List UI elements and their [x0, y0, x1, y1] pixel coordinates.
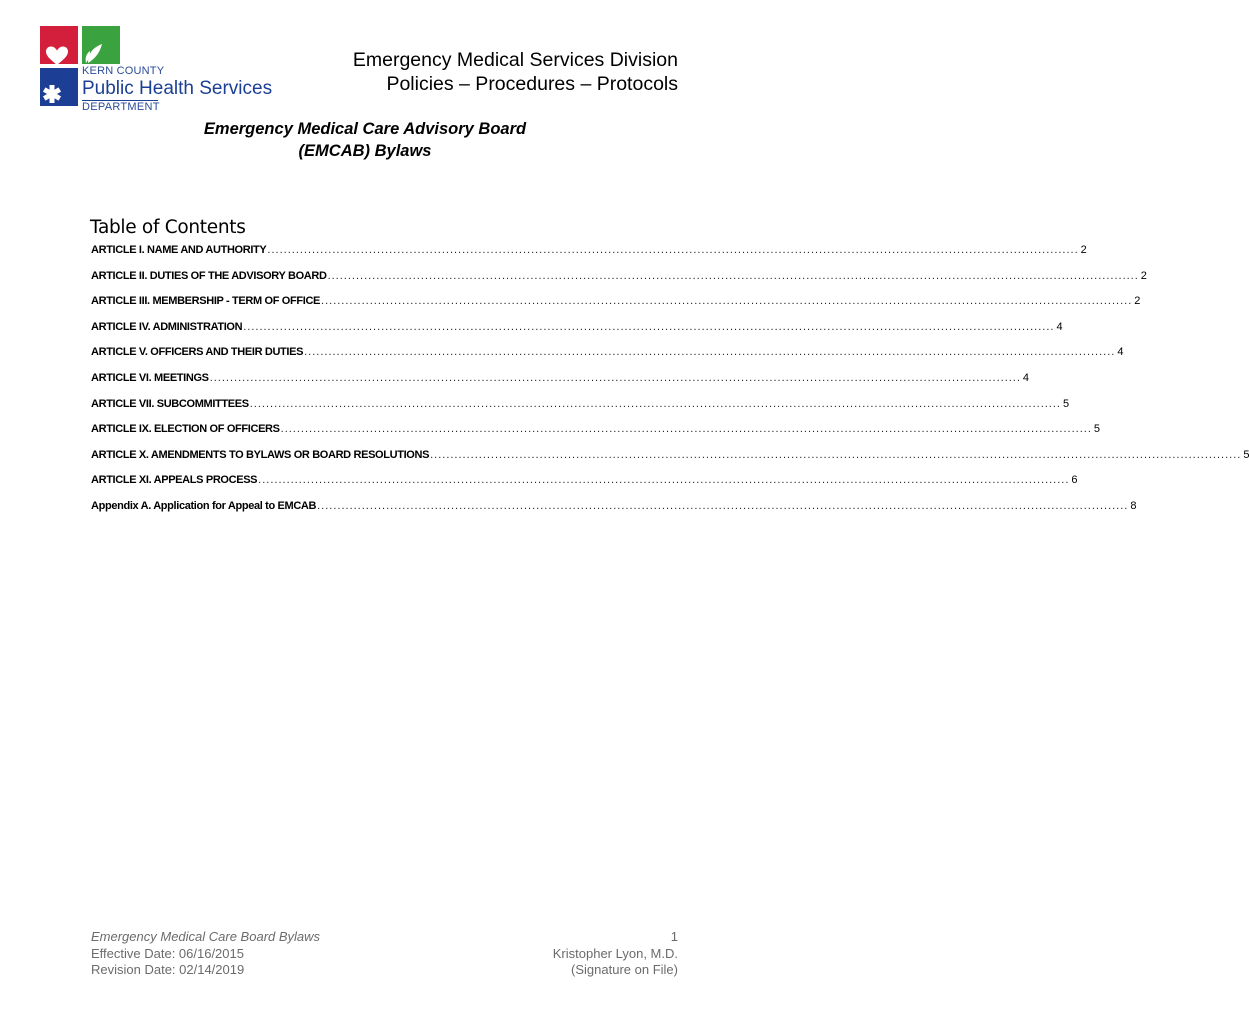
document-title-line1: Emergency Medical Care Advisory Board: [203, 120, 527, 138]
toc-item-label: Appendix A. Application for Appeal to EMCAB: [91, 499, 317, 512]
toc-leader-dots: ........................................................................................................................................................................................................: [317, 499, 1129, 512]
table-of-contents: [91, 244, 1249, 526]
toc-item-page: 2: [1134, 295, 1141, 308]
footer-signer: Kristopher Lyon, M.D.: [552, 945, 678, 961]
toc-item-page: 4: [1056, 320, 1063, 333]
document-title-line2: (EMCAB) Bylaws: [298, 142, 432, 160]
toc-leader-dots: ........................................................................................................................................................................................................: [267, 244, 1079, 256]
toc-item[interactable]: [91, 371, 1030, 398]
toc-item-page: 5: [1243, 448, 1249, 461]
division-name: Emergency Medical Services Division: [352, 49, 678, 71]
toc-leader-dots: ........................................................................................................................................................................................................: [209, 371, 1021, 384]
toc-item[interactable]: [91, 474, 1078, 500]
footer-signature-note: (Signature on File): [571, 962, 678, 977]
toc-item[interactable]: [91, 244, 1087, 270]
footer-effective-date: Effective Date: 06/16/2015: [91, 945, 244, 961]
toc-item-page: 4: [1117, 346, 1124, 359]
toc-item-label: ARTICLE V. OFFICERS AND THEIR DUTIES: [91, 346, 304, 359]
toc-item[interactable]: [91, 346, 1124, 372]
toc-item[interactable]: [91, 423, 1100, 449]
footer-document-name: Emergency Medical Care Board Bylaws: [91, 929, 321, 944]
toc-item-label: ARTICLE VII. SUBCOMMITTEES: [91, 397, 249, 410]
toc-item[interactable]: [91, 320, 1063, 347]
toc-item-label: ARTICLE IV. ADMINISTRATION: [91, 320, 243, 333]
toc-item[interactable]: [91, 499, 1137, 526]
logo-blue-block: [40, 68, 78, 106]
toc-item-page: 4: [1022, 371, 1030, 384]
toc-item-page: 2: [1080, 244, 1087, 256]
logo-green-block: [82, 26, 120, 64]
toc-item-label: ARTICLE II. DUTIES OF THE ADVISORY BOARD: [91, 269, 327, 282]
toc-item[interactable]: [91, 397, 1070, 424]
toc-item-page: 2: [1140, 269, 1147, 282]
leaf-icon: [84, 42, 104, 64]
toc-leader-dots: ........................................................................................................................................................................................................: [280, 423, 1092, 436]
logo-public-health-services: Public Health Services: [82, 78, 273, 99]
toc-leader-dots: ........................................................................................................................................................................................................: [258, 474, 1070, 487]
logo-text: [82, 66, 272, 113]
toc-item-label: ARTICLE VI. MEETINGS: [91, 371, 209, 384]
heart-icon: [46, 46, 68, 66]
toc-item-label: ARTICLE III. MEMBERSHIP - TERM OF OFFICE: [91, 295, 321, 308]
toc-leader-dots: ........................................................................................................................................................................................................: [243, 320, 1055, 333]
toc-item[interactable]: [91, 448, 1249, 475]
kern-county-logo: [40, 26, 273, 116]
toc-heading: Table of Contents: [90, 217, 246, 238]
toc-item[interactable]: [91, 269, 1147, 296]
footer-page-number: 1: [670, 929, 678, 944]
logo-red-block: [40, 26, 78, 64]
toc-leader-dots: ........................................................................................................................................................................................................: [430, 448, 1242, 461]
footer-left: [91, 929, 320, 979]
division-header: [353, 48, 678, 96]
toc-item[interactable]: [91, 295, 1141, 321]
footer-revision-date: Revision Date: 02/14/2019: [91, 962, 245, 977]
document-title: [0, 118, 730, 162]
toc-leader-dots: ........................................................................................................................................................................................................: [249, 397, 1061, 410]
toc-item-page: 5: [1093, 423, 1100, 436]
footer-right: [553, 929, 678, 979]
toc-item-page: 6: [1071, 474, 1078, 487]
toc-item-label: ARTICLE XI. APPEALS PROCESS: [91, 474, 258, 487]
star-of-life-icon: [42, 84, 62, 104]
toc-item-page: 5: [1062, 397, 1070, 410]
toc-leader-dots: ........................................................................................................................................................................................................: [327, 269, 1139, 282]
toc-leader-dots: ........................................................................................................................................................................................................: [304, 346, 1116, 359]
toc-item-label: ARTICLE X. AMENDMENTS TO BYLAWS OR BOARD RESOLUTIONS: [91, 448, 430, 461]
toc-item-label: ARTICLE I. NAME AND AUTHORITY: [91, 244, 267, 256]
toc-leader-dots: ........................................................................................................................................................................................................: [321, 295, 1133, 308]
logo-department: DEPARTMENT: [82, 101, 160, 113]
toc-item-page: 8: [1130, 499, 1137, 512]
division-subtitle: Policies – Procedures – Protocols: [386, 73, 678, 95]
toc-item-label: ARTICLE IX. ELECTION OF OFFICERS: [91, 423, 280, 436]
logo-county: KERN COUNTY: [82, 65, 165, 77]
